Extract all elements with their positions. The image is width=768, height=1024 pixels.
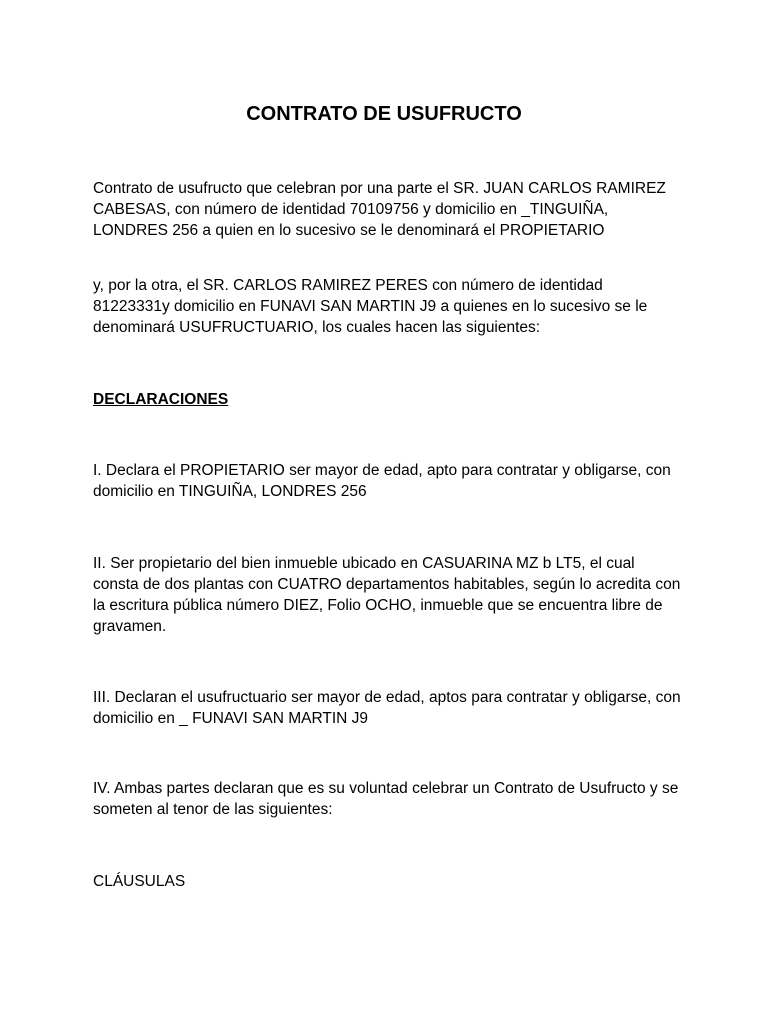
- document-title: CONTRATO DE USUFRUCTO: [246, 103, 522, 125]
- declaration-2: II. Ser propietario del bien inmueble ubicado en CASUARINA MZ b LT5, el cual consta de dos plantas con CUATRO departamentos habitables, según lo acredita con la escritura pública número DIEZ, Folio OCHO, inmueble que se encuentra libre de gravamen.: [93, 555, 681, 635]
- declaration-3: III. Declaran el usufructuario ser mayor de edad, aptos para contratar y obligarse, con domicilio en _ FUNAVI SAN MARTIN J9: [93, 689, 681, 727]
- intro-paragraph-1: Contrato de usufructo que celebran por una parte el SR. JUAN CARLOS RAMIREZ CABESAS, con número de identidad 70109756 y domicilio en _TINGUIÑA, LONDRES 256 a quien en lo sucesivo se le denominará el PROPIETARIO: [93, 180, 666, 239]
- declarations-heading: DECLARACIONES: [93, 391, 229, 408]
- intro-paragraph-2: y, por la otra, el SR. CARLOS RAMIREZ PERES con número de identidad 81223331y domicilio en FUNAVI SAN MARTIN J9 a quienes en lo sucesivo se le denominará USUFRUCTUARIO, los cuales hacen las siguientes:: [93, 277, 648, 336]
- clauses-heading: CLÁUSULAS: [93, 873, 186, 890]
- declaration-1: I. Declara el PROPIETARIO ser mayor de edad, apto para contratar y obligarse, con domicilio en TINGUIÑA, LONDRES 256: [93, 462, 671, 500]
- declaration-4: IV. Ambas partes declaran que es su voluntad celebrar un Contrato de Usufructo y se someten al tenor de las siguientes:: [93, 780, 679, 818]
